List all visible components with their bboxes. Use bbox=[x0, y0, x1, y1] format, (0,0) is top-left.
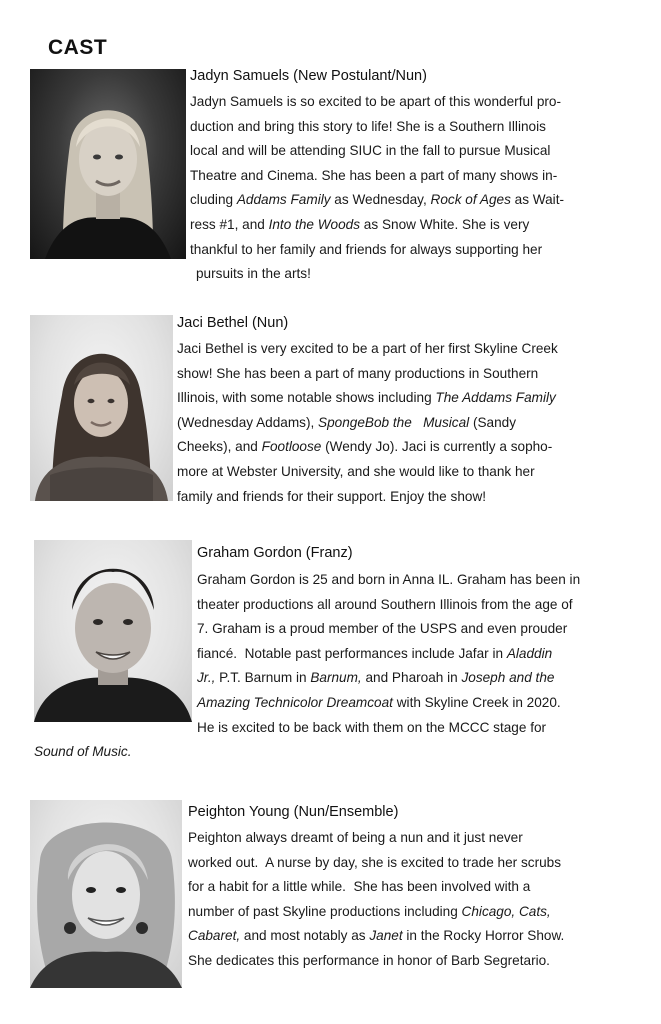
bio-line: Amazing Technicolor Dreamcoat with Skyline Creek in 2020. bbox=[197, 694, 561, 710]
cast-bio-peighton-young bbox=[188, 826, 564, 974]
bio-line: theater productions all around Southern Illinois from the age of bbox=[197, 596, 573, 612]
bio-line: Cheeks), and Footloose (Wendy Jo). Jaci is currently a sopho- bbox=[177, 439, 553, 455]
bio-line: She dedicates this performance in honor of Barb Segretario. bbox=[188, 952, 550, 968]
bio-line: cluding Addams Family as Wednesday, Rock of Ages as Wait- bbox=[190, 192, 564, 208]
bio-line: local and will be attending SIUC in the fall to pursue Musical bbox=[190, 143, 551, 159]
bio-line: number of past Skyline productions including Chicago, Cats, bbox=[188, 903, 551, 919]
bio-line: more at Webster University, and she would like to thank her bbox=[177, 463, 535, 479]
bio-line: pursuits in the arts! bbox=[196, 266, 311, 282]
cast-name: Graham Gordon (Franz) bbox=[197, 545, 353, 561]
bio-line: thankful to her family and friends for always supporting her bbox=[190, 241, 543, 257]
cast-name: Peighton Young (Nun/Ensemble) bbox=[188, 804, 399, 820]
cast-name: Jadyn Samuels (New Postulant/Nun) bbox=[190, 68, 427, 84]
bio-line: for a habit for a little while. She has been involved with a bbox=[188, 879, 531, 895]
cast-photo-peighton-young bbox=[30, 800, 182, 988]
bio-line: Jadyn Samuels is so excited to be apart of this wonderful pro- bbox=[190, 94, 562, 109]
cast-bio-graham-gordon bbox=[197, 568, 580, 740]
cast-bio-jaci-bethel bbox=[177, 337, 558, 509]
bio-line: Jr., P.T. Barnum in Barnum, and Pharoah in Joseph and the bbox=[197, 670, 555, 686]
bio-line: 7. Graham is a proud member of the USPS and even prouder bbox=[197, 621, 568, 637]
bio-line: Illinois, with some notable shows including The Addams Family bbox=[177, 390, 556, 406]
bio-line: Theatre and Cinema. She has been a part of many shows in- bbox=[190, 167, 558, 183]
bio-line: Peighton always dreamt of being a nun and it just never bbox=[188, 830, 523, 845]
bio-line: show! She has been a part of many productions in Southern bbox=[177, 365, 539, 381]
bio-line: duction and bring this story to life! She is a Southern Illinois bbox=[190, 118, 546, 134]
bio-line: Jaci Bethel is very excited to be a part of her first Skyline Creek bbox=[177, 341, 558, 356]
bio-line: Cabaret, and most notably as Janet in the Rocky Horror Show. bbox=[188, 928, 565, 944]
bio-line: (Wednesday Addams), SpongeBob the Musical (Sandy bbox=[177, 414, 517, 430]
cast-bio-jadyn-samuels bbox=[190, 90, 564, 287]
bio-line: fiancé. Notable past performances include Jafar in Aladdin bbox=[197, 645, 553, 661]
cast-photo-jadyn-samuels bbox=[30, 69, 186, 259]
bio-line: worked out. A nurse by day, she is excited to trade her scrubs bbox=[188, 854, 562, 870]
bio-line: family and friends for their support. Enjoy the show! bbox=[177, 488, 487, 504]
bio-line: He is excited to be back with them on the MCCC stage for bbox=[197, 719, 547, 735]
cast-photo-jaci-bethel bbox=[30, 315, 173, 501]
bio-line: Graham Gordon is 25 and born in Anna IL. Graham has been in bbox=[197, 572, 581, 587]
cast-name: Jaci Bethel (Nun) bbox=[177, 315, 289, 331]
cast-bio-tail: Sound of Music. bbox=[34, 744, 132, 759]
page-heading: CAST bbox=[48, 36, 108, 59]
bio-line: ress #1, and Into the Woods as Snow White. She is very bbox=[190, 216, 530, 232]
cast-photo-graham-gordon bbox=[34, 540, 192, 722]
